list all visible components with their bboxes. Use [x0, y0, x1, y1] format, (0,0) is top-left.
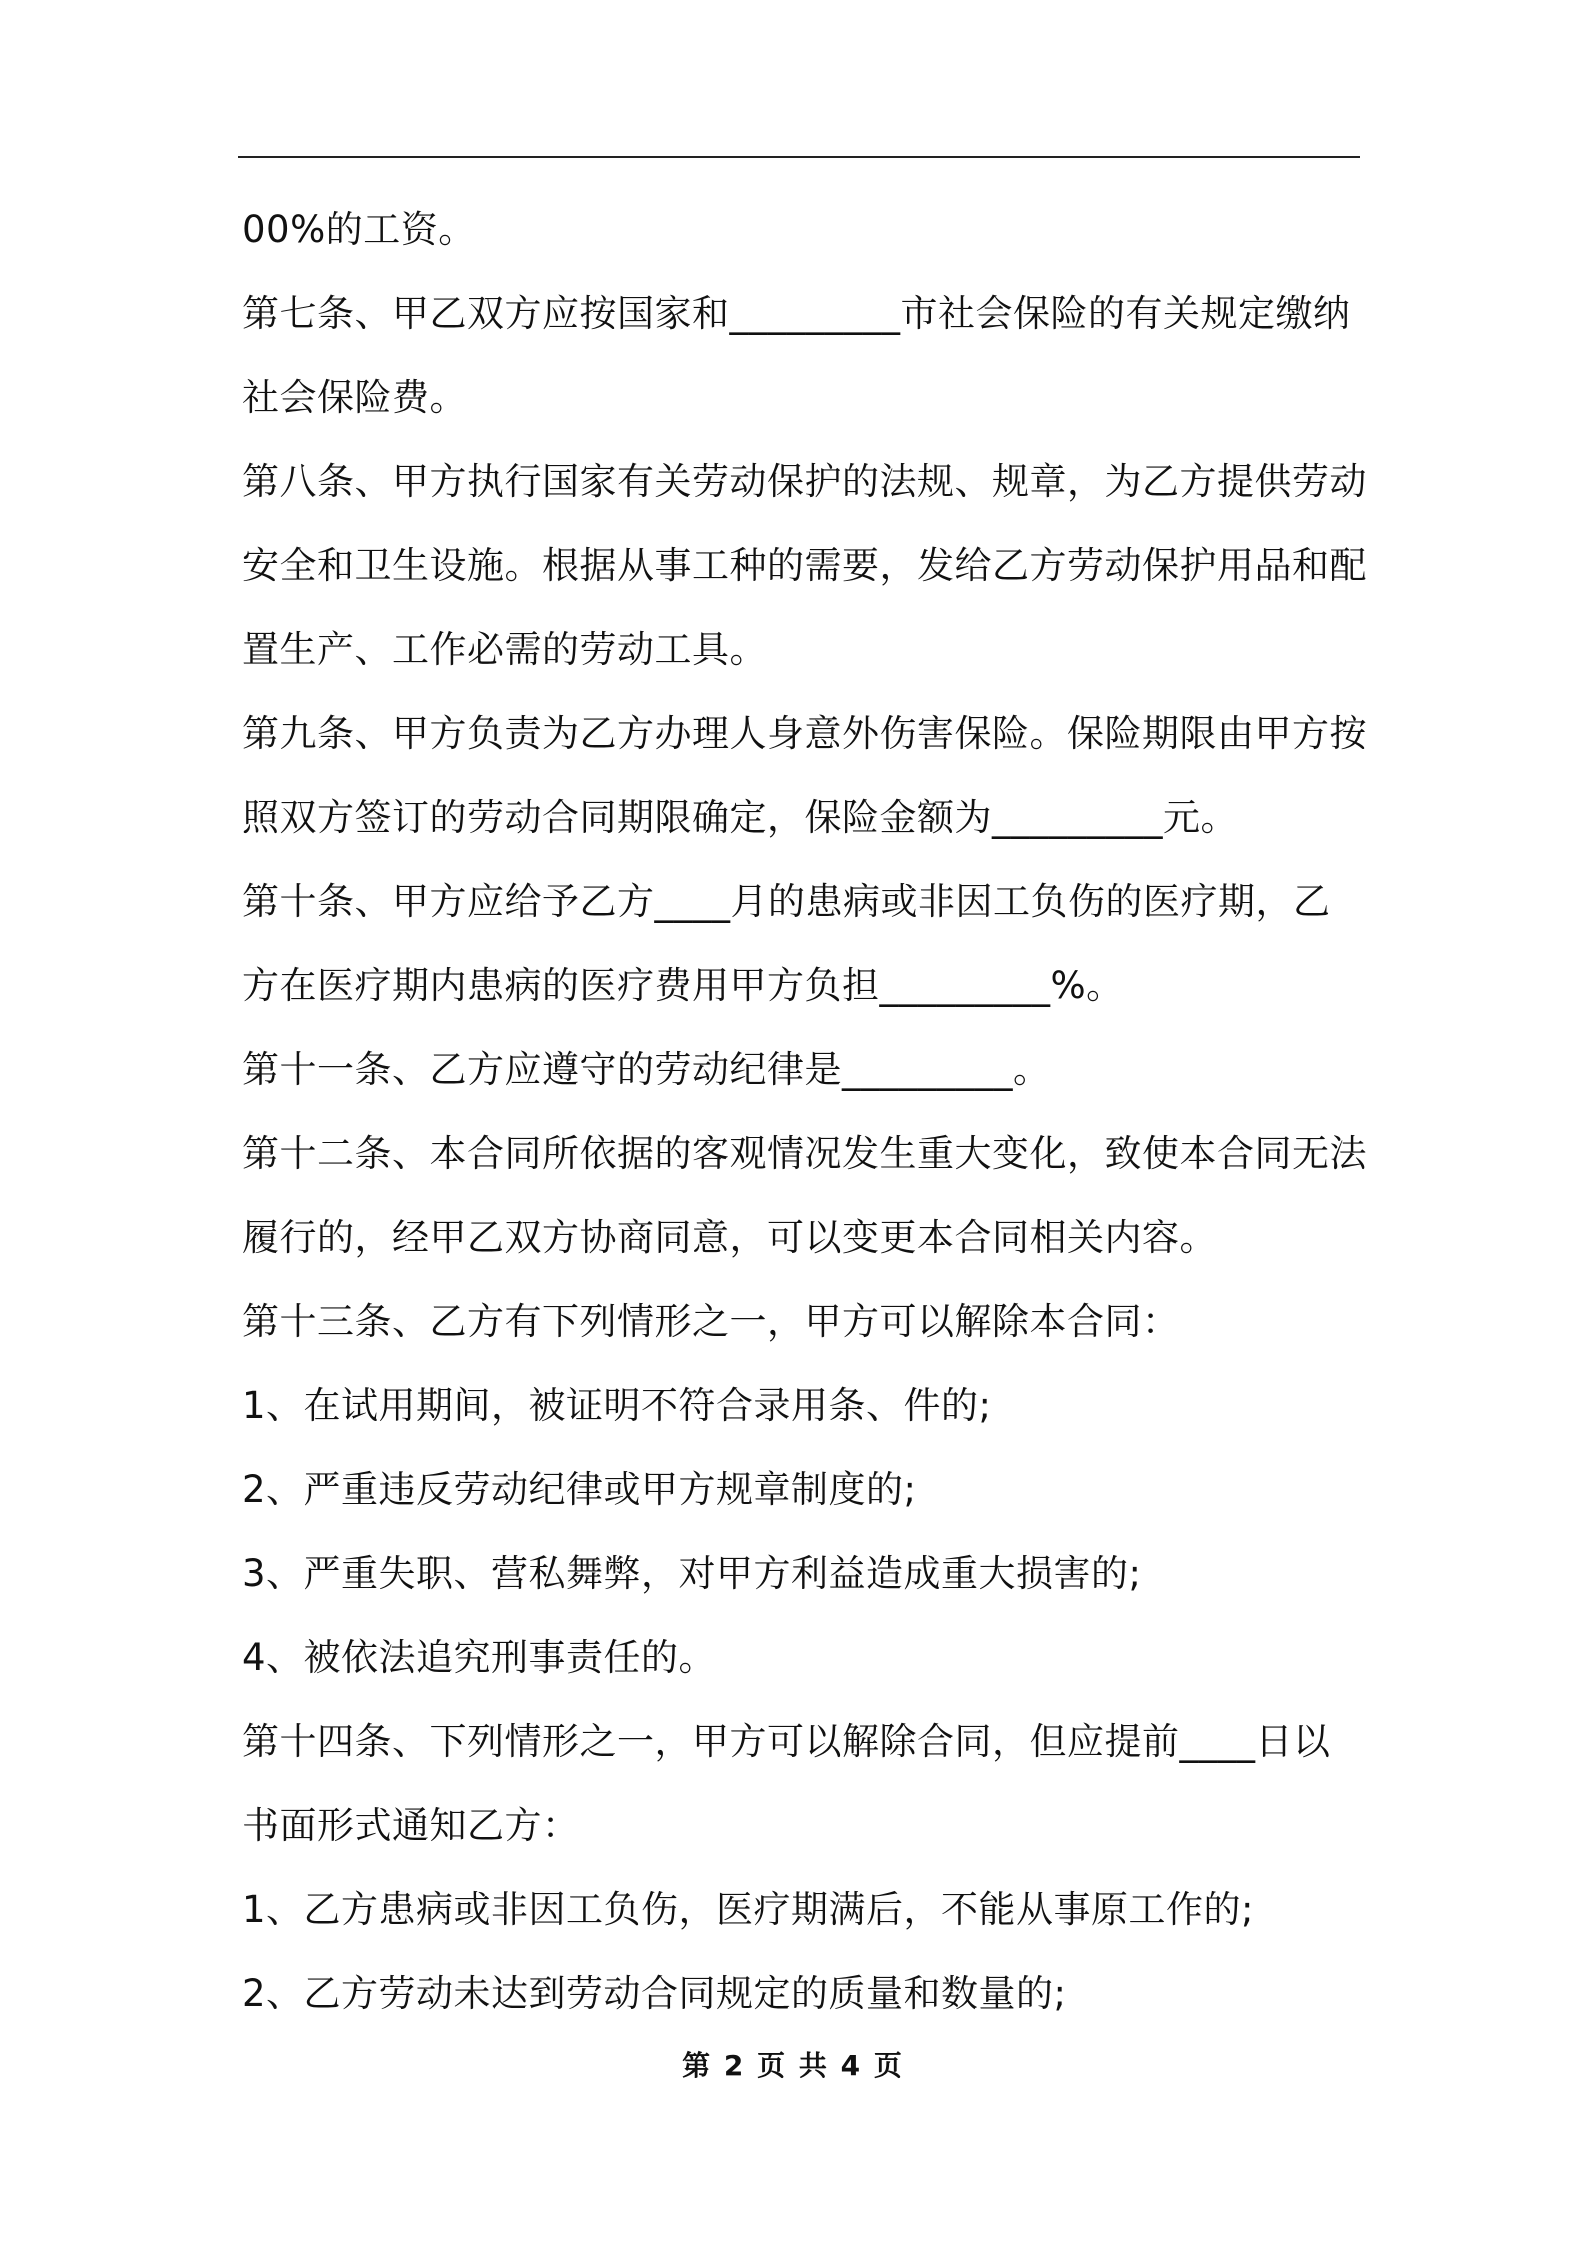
text-line: 4、被依法追究刑事责任的。 — [242, 1636, 717, 1679]
text-line: 2、严重违反劳动纪律或甲方规章制度的; — [242, 1468, 917, 1511]
text-line: 方在医疗期内患病的医疗费用甲方负担_________%。 — [242, 964, 1124, 1007]
text-line: 00%的工资。 — [242, 208, 476, 251]
text-line: 第九条、甲方负责为乙方办理人身意外伤害保险。保险期限由甲方按 — [242, 712, 1367, 755]
text-line: 第十二条、本合同所依据的客观情况发生重大变化，致使本合同无法 — [242, 1132, 1367, 1175]
text-line: 照双方签订的劳动合同期限确定，保险金额为_________元。 — [242, 796, 1238, 839]
text-line: 第十四条、下列情形之一，甲方可以解除合同，但应提前____日以 — [242, 1720, 1331, 1763]
text-line: 第十一条、乙方应遵守的劳动纪律是_________。 — [242, 1048, 1051, 1091]
text-line: 安全和卫生设施。根据从事工种的需要，发给乙方劳动保护用品和配 — [242, 544, 1367, 587]
text-line: 1、乙方患病或非因工负伤，医疗期满后，不能从事原工作的; — [242, 1888, 1255, 1931]
text-line: 2、乙方劳动未达到劳动合同规定的质量和数量的; — [242, 1972, 1067, 2015]
text-line: 履行的，经甲乙双方协商同意，可以变更本合同相关内容。 — [242, 1216, 1217, 1259]
text-line: 1、在试用期间，被证明不符合录用条、件的; — [242, 1384, 992, 1427]
text-line: 第八条、甲方执行国家有关劳动保护的法规、规章，为乙方提供劳动 — [242, 460, 1367, 503]
text-line: 第十条、甲方应给予乙方____月的患病或非因工负伤的医疗期，乙 — [242, 880, 1331, 923]
document-body — [242, 198, 1367, 2046]
text-line: 第七条、甲乙双方应按国家和_________市社会保险的有关规定缴纳 — [242, 292, 1351, 335]
page-number-footer: 第 2 页 共 4 页 — [682, 2049, 904, 2082]
text-line: 3、严重失职、营私舞弊，对甲方利益造成重大损害的; — [242, 1552, 1142, 1595]
text-line: 书面形式通知乙方： — [242, 1804, 580, 1847]
header-rule — [238, 156, 1360, 158]
text-line: 第十三条、乙方有下列情形之一，甲方可以解除本合同： — [242, 1300, 1180, 1343]
text-line: 社会保险费。 — [242, 376, 467, 419]
text-line: 置生产、工作必需的劳动工具。 — [242, 628, 767, 671]
